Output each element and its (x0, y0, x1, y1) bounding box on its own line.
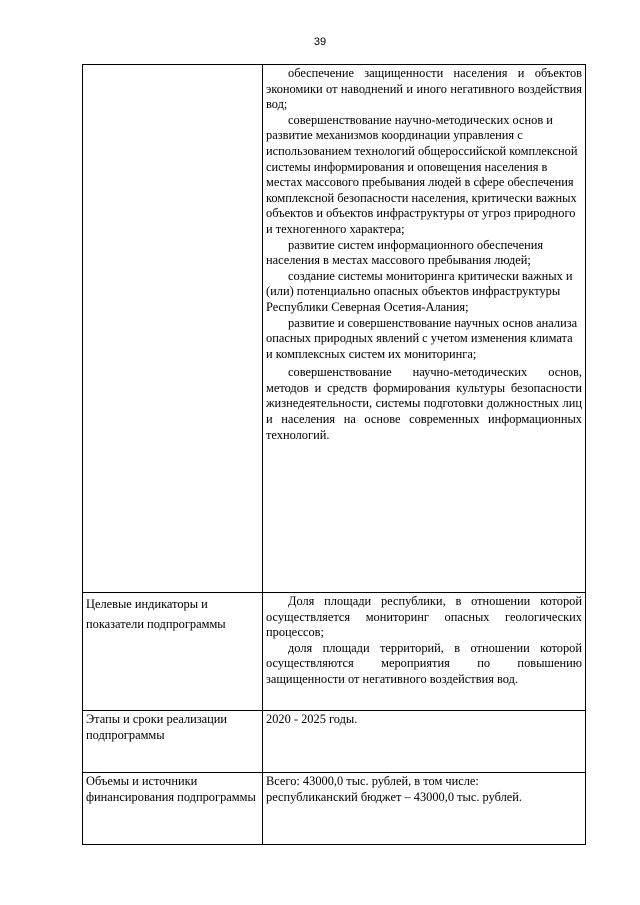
table-row-financing (83, 773, 586, 845)
row-label-financing: Объемы и источники финансирования подпрограммы (83, 773, 263, 845)
table-row-indicators (83, 593, 586, 711)
task-paragraph: развитие систем информационного обеспечения населения в местах массового пребывания людей; (266, 237, 544, 268)
row-label-empty (83, 65, 263, 593)
task-paragraph: создание системы мониторинга критически важных и (или) потенциально опасных объектов инфраструктуры Республики Северная Осетия-Алания; (266, 268, 573, 314)
table-row-stages (83, 711, 586, 773)
page-number: 39 (313, 36, 327, 48)
indicator-paragraph: доля площади территорий, в отношении которой осуществляются мероприятия по повышению защищенности от негативного воздействия вод. (266, 640, 582, 686)
indicator-paragraph: Доля площади республики, в отношении которой осуществляется мониторинг опасных геологических процессов; (266, 594, 582, 640)
row-label-stages: Этапы и сроки реализации подпрограммы (83, 711, 263, 773)
financing-paragraph: республиканский бюджет – 43000,0 тыс. рублей. (266, 789, 523, 804)
stages-paragraph: 2020 - 2025 годы. (266, 712, 358, 726)
task-paragraph: совершенствование научно-методических основ и развитие механизмов координации управления с использованием технологий общероссийской комплексной системы информирования и оповещения населения в местах массового пребывания людей в сфере обеспечения комплексной безопасности населения, критически важных объектов и объектов инфраструктуры от угроз природного и техногенного характера; (266, 112, 578, 236)
indicators-content-cell (263, 593, 586, 711)
task-paragraph: развитие и совершенствование научных основ анализа опасных природных явлений с учетом изменения климата и комплексных систем их мониторинга; (266, 315, 578, 361)
task-paragraph: обеспечение защищенности населения и объектов экономики от наводнений и иного негативного воздействия вод; (266, 66, 582, 112)
task-paragraph: совершенствование научно-методических основ, методов и средств формирования культуры безопасности жизнедеятельности, системы подготовки должностных лиц и населения на основе современных информационных технологий. (266, 365, 582, 442)
row-label-indicators: Целевые индикаторы и показатели подпрограммы (83, 593, 263, 711)
table-row-tasks-continued (83, 65, 586, 593)
financing-paragraph: Всего: 43000,0 тыс. рублей, в том числе: (266, 774, 479, 788)
subprogram-passport-table (82, 64, 586, 845)
financing-content-cell (263, 773, 586, 845)
tasks-content-cell (263, 65, 586, 593)
stages-content-cell (263, 711, 586, 773)
